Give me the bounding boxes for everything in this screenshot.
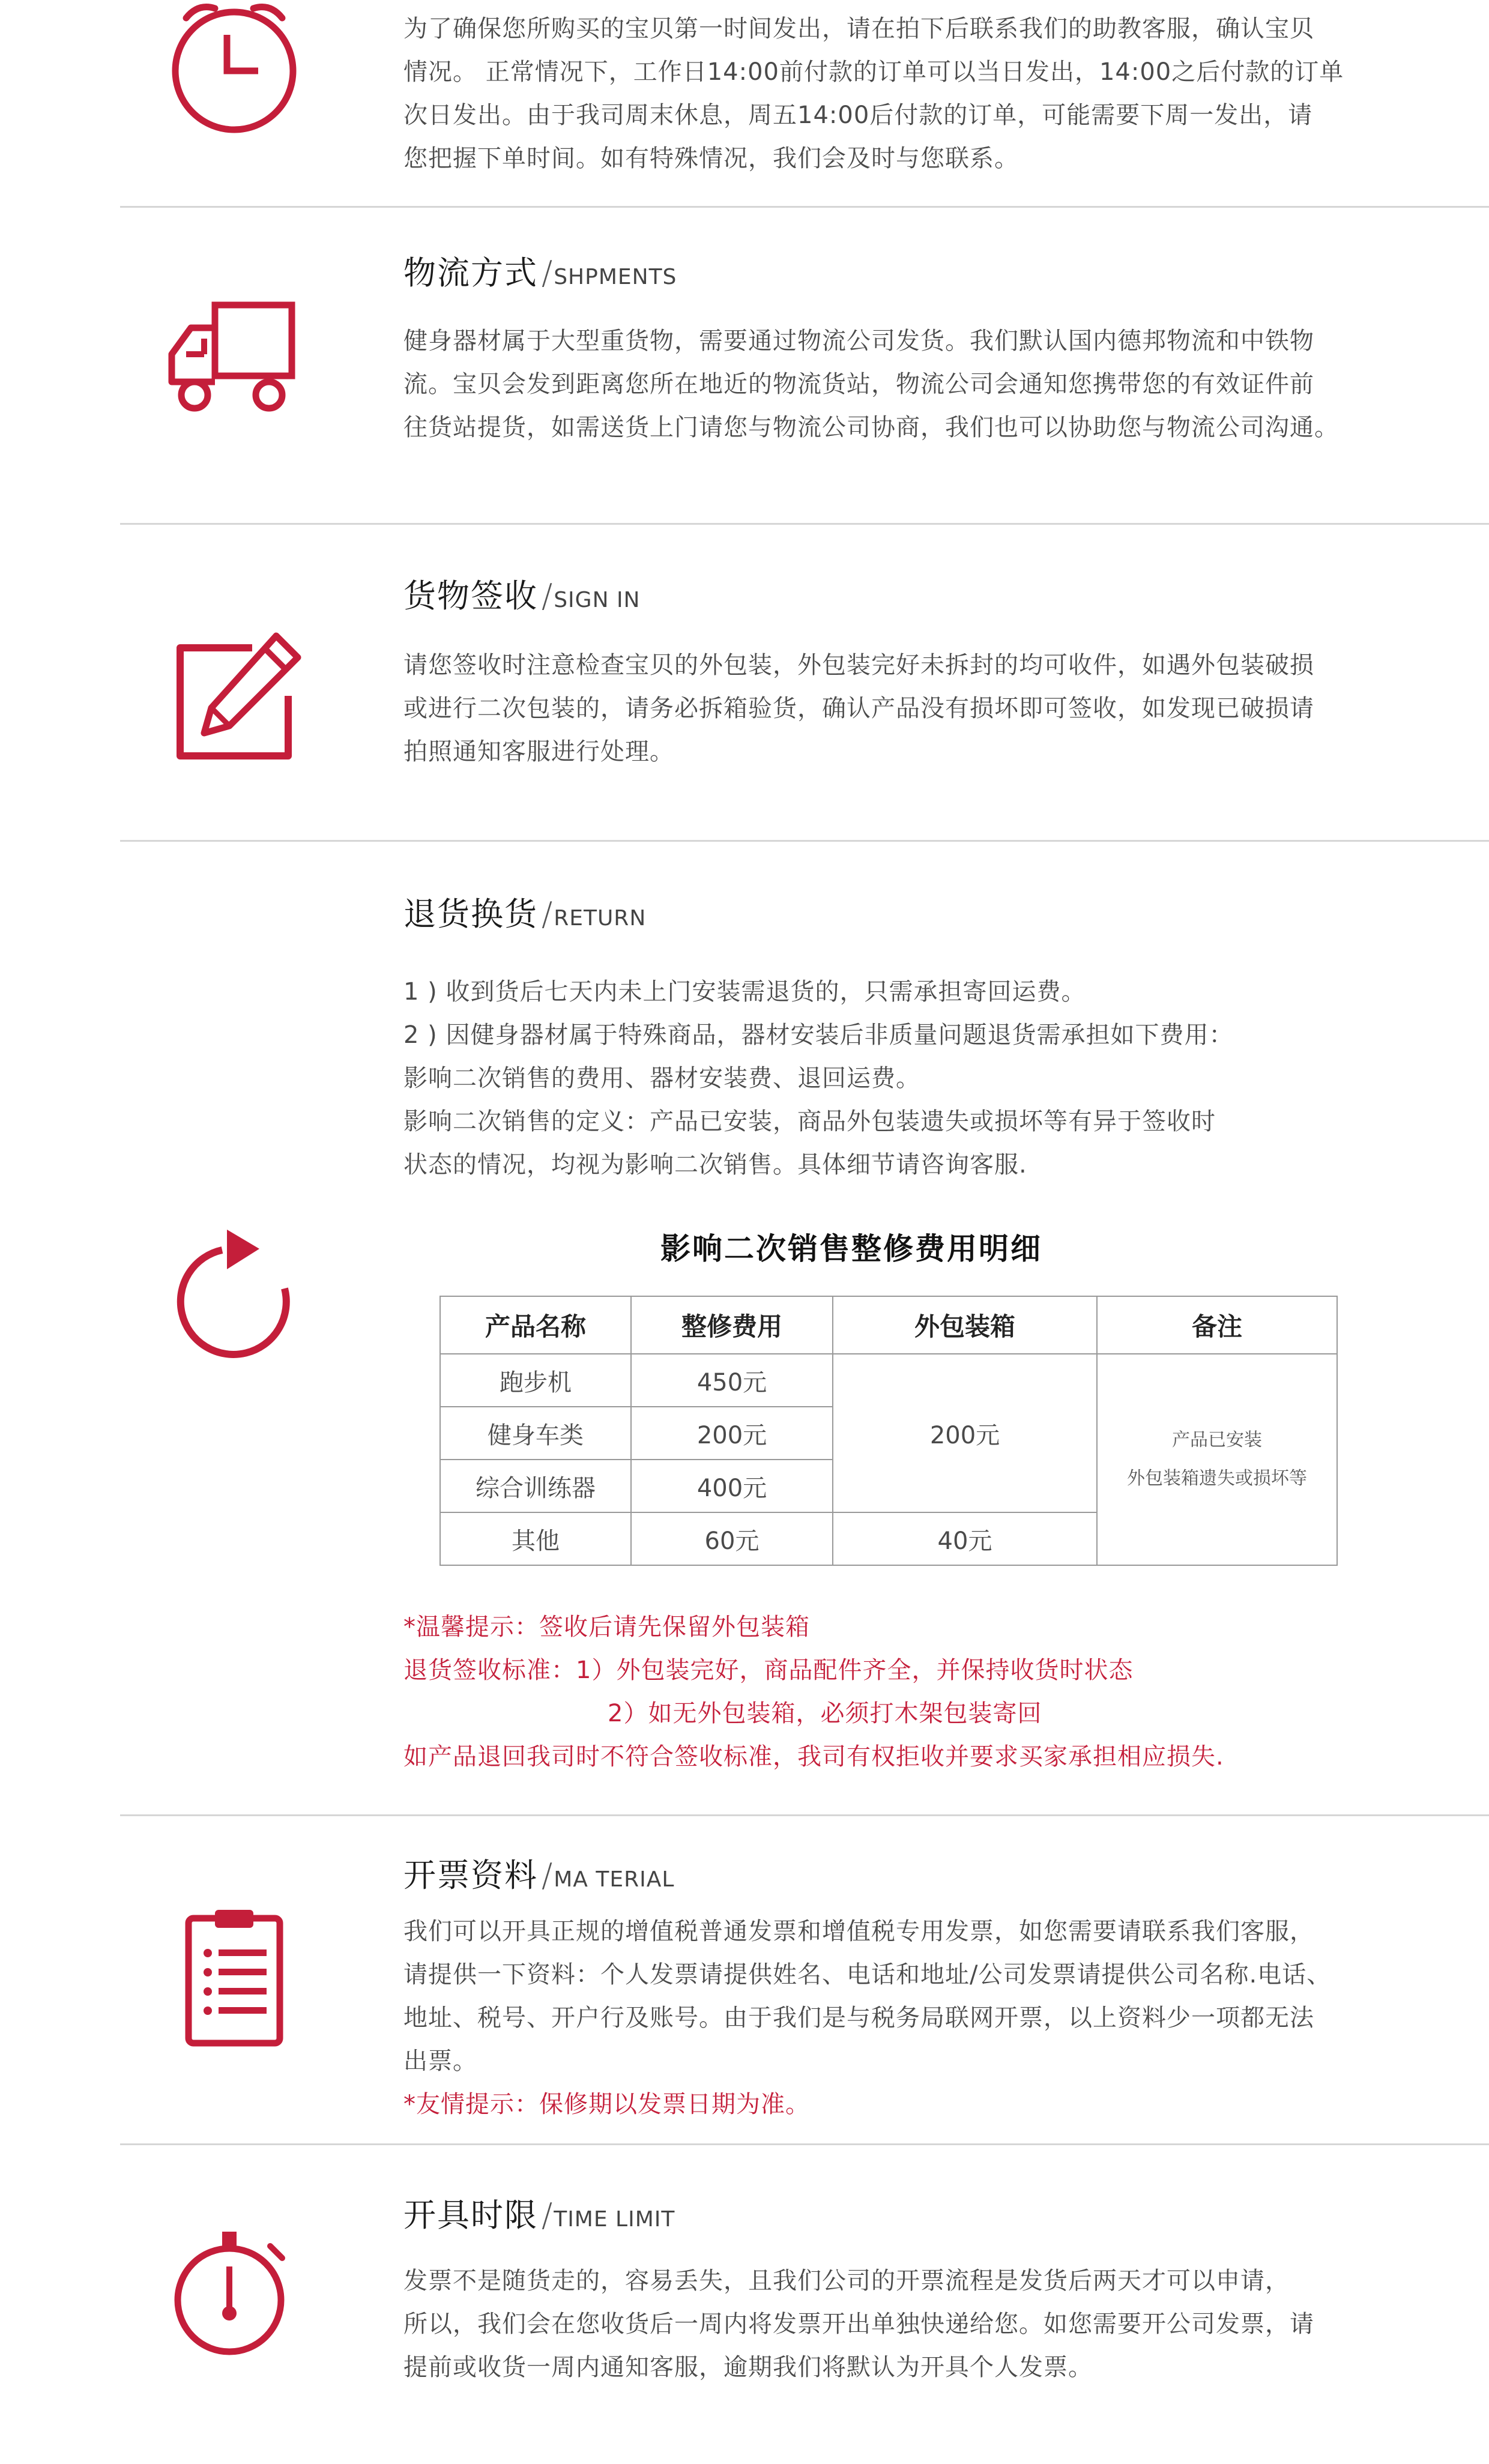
text-line: 或进行二次包装的，请务必拆箱验货，确认产品没有损坏即可签收，如发现已破损请 bbox=[403, 695, 1314, 722]
text-line: 次日发出。由于我司周末休息，周五14:00后付款的订单，可能需要下周一发出，请 bbox=[403, 101, 1313, 129]
cell-box-fee: 200元 bbox=[833, 1354, 1097, 1512]
delivery-truck-icon bbox=[162, 292, 306, 424]
heading-separator: / bbox=[542, 577, 554, 615]
text-line: 请提供一下资料：个人发票请提供姓名、电话和地址/公司发票请提供公司名称.电话、 bbox=[403, 1961, 1332, 1988]
shipping-time-section bbox=[0, 0, 1489, 210]
edit-pencil-icon bbox=[162, 630, 306, 768]
stopwatch-icon bbox=[162, 2223, 306, 2361]
shipping-time-text bbox=[403, 7, 1478, 180]
text-line: 状态的情况，均视为影响二次销售。具体细节请咨询客服. bbox=[403, 1151, 1027, 1179]
text-line: 出票。 bbox=[403, 2047, 477, 2075]
text-line: 情况。 正常情况下，工作日14:00前付款的订单可以当日发出，14:00之后付款的订单 bbox=[403, 58, 1344, 86]
col-header-product: 产品名称 bbox=[440, 1296, 631, 1354]
cell-fee: 450元 bbox=[631, 1354, 833, 1407]
material-heading bbox=[403, 1850, 674, 1896]
sign-in-text bbox=[403, 644, 1478, 773]
cell-product: 其他 bbox=[440, 1512, 631, 1565]
note-line: 产品已安装 bbox=[1172, 1430, 1262, 1451]
col-header-note: 备注 bbox=[1097, 1296, 1337, 1354]
time-limit-heading bbox=[403, 2190, 675, 2236]
text-line: 流。宝贝会发到距离您所在地近的物流货站，物流公司会通知您携带您的有效证件前 bbox=[403, 370, 1314, 398]
shipments-section bbox=[0, 208, 1489, 523]
material-text bbox=[403, 1910, 1478, 2126]
heading-cn: 货物签收 bbox=[403, 577, 538, 615]
heading-en: TIME LIMIT bbox=[554, 2207, 675, 2232]
clipboard-list-icon bbox=[162, 1905, 306, 2049]
heading-en: SHPMENTS bbox=[554, 265, 677, 289]
material-section bbox=[0, 1816, 1489, 2143]
cell-fee: 200元 bbox=[631, 1407, 833, 1460]
text-line: 您把握下单时间。如有特殊情况，我们会及时与您联系。 bbox=[403, 145, 1019, 172]
cell-product: 健身车类 bbox=[440, 1407, 631, 1460]
heading-en: SIGN IN bbox=[554, 588, 641, 612]
fee-table-title: 影响二次销售整修费用明细 bbox=[660, 1231, 1042, 1266]
text-line: 影响二次销售的费用、器材安装费、退回运费。 bbox=[403, 1064, 920, 1092]
sign-in-heading bbox=[403, 570, 641, 617]
alarm-clock-icon bbox=[162, 0, 306, 138]
heading-cn: 开具时限 bbox=[403, 2196, 538, 2234]
text-line: 提前或收货一周内通知客服，逾期我们将默认为开具个人发票。 bbox=[403, 2354, 1093, 2381]
text-line: 拍照通知客服进行处理。 bbox=[403, 738, 674, 765]
tip-line: 2）如无外包装箱，必须打木架包装寄回 bbox=[608, 1700, 1042, 1727]
heading-cn: 开票资料 bbox=[403, 1856, 538, 1894]
shipments-text bbox=[403, 319, 1478, 449]
text-line: 为了确保您所购买的宝贝第一时间发出，请在拍下后联系我们的助教客服，确认宝贝 bbox=[403, 15, 1314, 43]
heading-separator: / bbox=[542, 895, 554, 933]
text-line: 往货站提货，如需送货上门请您与物流公司协商，我们也可以协助您与物流公司沟通。 bbox=[403, 414, 1339, 441]
cell-product: 跑步机 bbox=[440, 1354, 631, 1407]
refresh-arrow-icon bbox=[162, 1226, 306, 1370]
col-header-box: 外包装箱 bbox=[833, 1296, 1097, 1354]
return-text bbox=[403, 970, 1478, 1186]
col-header-fee: 整修费用 bbox=[631, 1296, 833, 1354]
table-row bbox=[440, 1354, 1337, 1407]
text-line: 我们可以开具正规的增值税普通发票和增值税专用发票，如您需要请联系我们客服， bbox=[403, 1918, 1314, 1945]
heading-separator: / bbox=[542, 1856, 554, 1894]
text-line: 1 ) 收到货后七天内未上门安装需退货的，只需承担寄回运费。 bbox=[403, 978, 1086, 1006]
cell-product: 综合训练器 bbox=[440, 1460, 631, 1512]
table-header-row bbox=[440, 1296, 1337, 1354]
text-line: 2 ) 因健身器材属于特殊商品，器材安装后非质量问题退货需承担如下费用： bbox=[403, 1021, 1234, 1049]
heading-en: MA TERIAL bbox=[554, 1867, 675, 1892]
heading-cn: 退货换货 bbox=[403, 895, 538, 933]
tip-line: 如产品退回我司时不符合签收标准，我司有权拒收并要求买家承担相应损失. bbox=[403, 1743, 1224, 1771]
text-line: 所以，我们会在您收货后一周内将发票开出单独快递给您。如您需要开公司发票，请 bbox=[403, 2310, 1314, 2338]
material-tip: *友情提示：保修期以发票日期为准。 bbox=[403, 2091, 810, 2118]
tip-line: 退货签收标准：1）外包装完好，商品配件齐全，并保持收货时状态 bbox=[403, 1656, 1134, 1684]
tip-line: *温馨提示：签收后请先保留外包装箱 bbox=[403, 1613, 810, 1641]
cell-fee: 60元 bbox=[631, 1512, 833, 1565]
text-line: 地址、税号、开户行及账号。由于我们是与税务局联网开票，以上资料少一项都无法 bbox=[403, 2004, 1314, 2032]
return-tips bbox=[403, 1605, 1478, 1778]
shipments-heading bbox=[403, 247, 677, 294]
time-limit-text bbox=[403, 2259, 1478, 2389]
heading-separator: / bbox=[542, 2196, 554, 2234]
cell-fee: 400元 bbox=[631, 1460, 833, 1512]
sign-in-section bbox=[0, 525, 1489, 840]
text-line: 影响二次销售的定义：产品已安装，商品外包装遗失或损坏等有异于签收时 bbox=[403, 1108, 1216, 1135]
heading-separator: / bbox=[542, 254, 554, 292]
heading-en: RETURN bbox=[554, 906, 647, 931]
fee-table bbox=[439, 1296, 1338, 1566]
return-heading bbox=[403, 889, 646, 935]
cell-note bbox=[1097, 1354, 1337, 1565]
text-line: 健身器材属于大型重货物，需要通过物流公司发货。我们默认国内德邦物流和中铁物 bbox=[403, 327, 1314, 355]
note-line: 外包装箱遗失或损坏等 bbox=[1127, 1468, 1307, 1489]
text-line: 请您签收时注意检查宝贝的外包装，外包装完好未拆封的均可收件，如遇外包装破损 bbox=[403, 651, 1314, 679]
time-limit-section bbox=[0, 2145, 1489, 2464]
text-line: 发票不是随货走的，容易丢失，且我们公司的开票流程是发货后两天才可以申请， bbox=[403, 2267, 1290, 2295]
heading-cn: 物流方式 bbox=[403, 254, 538, 292]
cell-box-fee: 40元 bbox=[833, 1512, 1097, 1565]
